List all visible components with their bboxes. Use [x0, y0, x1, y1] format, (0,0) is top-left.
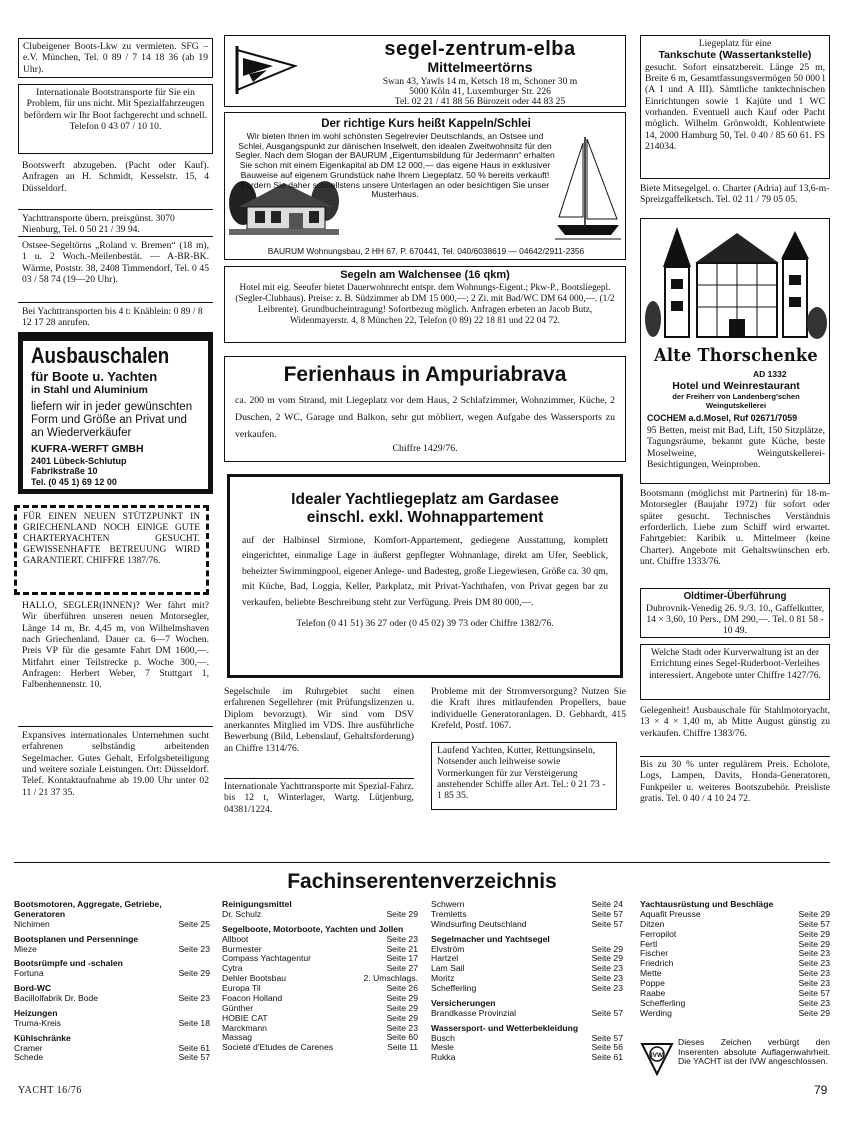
sze-sub: Mittelmeertörns: [427, 59, 533, 75]
advertiser-name: Poppe: [640, 978, 665, 988]
classified-knaeblein: Bei Yachttransporten bis 4 t: Knäblein: 0 89 / 8 12 17 28 anrufen.: [22, 306, 203, 329]
classified-bis-30: Bis zu 30 % unter regulärem Preis. Echolote, Logs, Lampen, Davits, Honda-Generatoren, Funkpeiler u. weiteres Bootszubehör. Preisliste gratis. Tel. 0 40 / 4 10 24 72.: [640, 759, 830, 804]
advertiser-name: Societé d'Etudes de Carenes: [222, 1042, 334, 1053]
ferienhaus-ad: [224, 356, 626, 462]
alte-owner: der Freiherr von Landenberg'schen Weingutskellerei: [672, 392, 800, 410]
ferienhaus-body: ca. 200 m vom Strand, mit Liegeplatz vor dem Haus, 2 Schlafzimmer, Wohnzimmer, Küche, 2 Duschen, 2 WC, Garage und Balkon, sehr gut möbliert, wegen Aufgabe des Wassersports zu verkaufen.: [235, 394, 615, 441]
advertiser-name: Lam Sail: [431, 963, 465, 974]
directory-entry: [431, 920, 623, 930]
directory-group: [431, 1024, 623, 1064]
directory-group: [431, 935, 623, 994]
advertiser-name: Mieze: [14, 943, 37, 954]
directory-group: [14, 959, 210, 979]
page-reference: Seite 23: [591, 963, 623, 974]
page-reference: Seite 29: [798, 928, 830, 939]
divider: [224, 778, 414, 779]
advertiser-name: Dehler Bootsbau: [222, 973, 287, 984]
directory-category: Versicherungen: [431, 997, 496, 1008]
alte-body: 95 Betten, meist mit Bad, Lift, 150 Sitzplätze, Tagungsräume, bekannt gute Küche, beste Moselweine, Weingutskellerei-Besichtigungen, Weinproben.: [647, 425, 825, 470]
gardasee-body: auf der Halbinsel Sirmione, Komfort-Appartement, gediegene Ausstattung, komplett eingerichtet, einmalige Lage in äußerst gepflegter Wohnanlage, direkt am Ufer, Seeblick, beheizter Swimmingpool, eigener Anlege- und Badesteg, große Liegewiesen, Größe ca. 30 qm, mit Küche, Bad, Loggia, Keller, Parkplatz, mit Privat-Yachthafen, von Privat gegen bar zu verkaufen, beliebte Beschreibung steht zur Verfügung. Preis DM 80 000,—.: [242, 534, 608, 608]
directory-entry: [222, 910, 418, 920]
directory-category: Bootsmotoren, Aggregate, Getriebe, Generatoren: [14, 899, 162, 919]
advertiser-name: Nichimen: [14, 918, 50, 929]
alte-ad-year: AD 1332: [753, 369, 787, 379]
page-reference: Seite 56: [591, 1042, 623, 1053]
page-reference: Seite 60: [386, 1032, 418, 1043]
kufra-sub1: für Boote u. Yachten: [31, 369, 158, 384]
page-reference: Seite 29: [798, 908, 830, 919]
page-reference: Seite 26: [386, 983, 418, 993]
directory-category: Bord-WC: [14, 983, 52, 994]
kufra-ad: [18, 332, 213, 494]
ad-text: Clubeigener Boots-Lkw zu vermieten. SFG – e.V. München, Tel. 0 89 / 7 14 18 36 (ab 19 Uhr).: [23, 41, 208, 75]
advertiser-name: Burmester: [222, 943, 262, 954]
classified-ruderboot: Welche Stadt oder Kurverwaltung ist an der Errichtung eines Segel-Ruderboot-Verleihes interessiert. Angebote unter Chiffre 1427/76.: [640, 644, 830, 700]
kufra-title: Ausbauschalen: [31, 343, 170, 368]
alte-title: Alte Thorschenke: [653, 345, 819, 366]
gardasee-title-1: Idealer Yachtliegeplatz am Gardasee: [291, 491, 559, 508]
advertiser-name: Europa Til: [222, 983, 261, 993]
advertiser-name: Friedrich: [640, 958, 674, 969]
advertiser-name: Compass Yachtagentur: [222, 953, 312, 964]
alte-sub: Hotel und Weinrestaurant: [672, 380, 800, 392]
oldtimer-ad: [640, 588, 830, 638]
page-reference: Seite 61: [178, 1042, 210, 1053]
sze-line1: Swan 43, Yawls 14 m, Ketsch 18 m, Schoner 30 m: [382, 76, 578, 87]
directory-group: [431, 999, 623, 1019]
advertiser-name: Ditzen: [640, 918, 665, 929]
ivw-logo-icon: [640, 1038, 674, 1076]
page-reference: Seite 23: [798, 968, 830, 979]
classified-segelmacher: Expansives internationales Unternehmen sucht erfahrenen selbständig arbeitenden Segelmacher. Gutes Gehalt, Erfolgsbeteiligung und weitere soziale Leistungen. Ort: Düsseldorf. Telef. Kontaktaufnahme ab 19.00 Uhr unter 02 11 / 21 37 35.: [22, 730, 209, 798]
divider: [18, 302, 213, 303]
advertiser-name: Mesle: [431, 1042, 454, 1053]
advertiser-name: Moritz: [431, 973, 455, 984]
directory-category: Reinigungsmittel: [222, 899, 292, 909]
classified-ostsee-segeltoerns: Ostsee-Segeltörns „Roland v. Bremen“ (18 m), 1 u. 2 Woch.-Meilenbestät. — A-BR-BK. Wärme, Poststr. 38, 2408 Timmendorf, Tel. 0 45 03 / 58 74 (19—20 Uhr).: [22, 240, 209, 285]
directory-category: Bootsrümpfe und -schalen: [14, 958, 123, 969]
building-illustration-icon: [645, 223, 827, 341]
kufra-addr2: Fabrikstraße 10: [31, 466, 98, 477]
advertiser-name: Fortuna: [14, 968, 44, 979]
ad-text: Internationale Bootstransporte für Sie ein Problem, für uns nicht. Mit Spezialfahrzeugen befördern wir Ihr Boot fachgerecht und schnell. Telefon 0 43 07 / 10 10.: [23, 87, 207, 132]
advertiser-name: Fertl: [640, 938, 658, 949]
directory-group: [14, 984, 210, 1004]
page-reference: Seite 23: [798, 997, 830, 1008]
page-reference: Seite 23: [386, 933, 418, 944]
advertiser-name: Schede: [14, 1052, 44, 1063]
page-reference: Seite 57: [591, 1032, 623, 1043]
directory-col-1: [14, 900, 210, 1068]
page-reference: Seite 57: [798, 987, 830, 998]
page-reference: Seite 29: [386, 1002, 418, 1013]
advertiser-name: Aquafit Preusse: [640, 908, 701, 919]
advertiser-name: Brandkasse Provinzial: [431, 1007, 517, 1018]
page-reference: Seite 57: [591, 1007, 623, 1018]
page-reference: Seite 27: [386, 963, 418, 974]
advertiser-name: Hartzel: [431, 953, 459, 964]
page-number: 79: [814, 1083, 828, 1097]
baurum-footer: BAURUM Wohnungsbau, 2 HH 67, P. 670441, Tel. 040/6038619 — 04642/2911-2356: [267, 246, 585, 256]
page-reference: Seite 29: [798, 938, 830, 949]
walchensee-body: Hotel mit eig. Seeufer bietet Dauerwohnrecht entspr. dem Wohnungs-Eigent.; Pkw-P., Bootsliegepl. (Segler-Clubhaus). Preise: z. B. Südzimmer ab DM 15 000,—; 2 Zi. mit Bad/WC DM 64 000,—. (1/2 Leibrente). Grundbucheintragung! Sofortbezug möglich. Anfragen erbeten an Jacob Butz, Widenmayerstr. 4, 8 München 22, Telefon (0 89) 22 18 81 und 22 04 72.: [235, 282, 615, 326]
tank-body: gesucht. Sofort einsatzbereit. Länge 25 m, Breite 6 m, Gesamtfassungsvermögen 50 000 l (A I und A III). Sämtliche tanktechnischen Einrichtungen sowie 1 Kajüte und 1 WC vorhanden. Eventuell auch Kauf oder Pacht möglich. Wilhelm Grönwoldt, Kohlentwiete 14, 2000 Hamburg 50, Tel. 0 40 / 85 60 61. FS 214034.: [645, 61, 825, 152]
advertiser-name: Elvström: [431, 943, 465, 954]
classified-intl-yachttransporte: Internationale Yachttransporte mit Spezial-Fahrz. bis 12 t, Winterlager, Wartg. Lütjenburg, 04381/1224.: [224, 781, 414, 815]
kufra-addr1: 2401 Lübeck-Schlutup: [31, 455, 127, 466]
directory-col-4: [640, 900, 830, 1024]
walchensee-ad: [224, 266, 626, 343]
gardasee-tel: Telefon (0 41 51) 36 27 oder (0 45 02) 39 73 oder Chiffre 1382/76.: [296, 618, 554, 630]
page-reference: Seite 23: [798, 948, 830, 959]
page-reference: Seite 57: [178, 1052, 210, 1063]
advertiser-name: Windsurfing Deutschland: [431, 918, 527, 929]
gardasee-ad: [227, 474, 623, 678]
sailboat-illustration-icon: [555, 133, 621, 243]
page-reference: Seite 29: [178, 968, 210, 979]
directory-category: Yachtausrüstung und Beschläge: [640, 899, 774, 909]
classified-stromversorgung: Probleme mit der Stromversorgung? Nutzen Sie die Kraft ihres mitlaufenden Propellers, baue individuelle Generatoranlagen. D. Gebhardt, 415 Krefeld, Postf. 1067.: [431, 686, 626, 731]
page-reference: Seite 29: [591, 953, 623, 964]
advertiser-name: Ferropilot: [640, 928, 677, 939]
directory-group: [14, 935, 210, 955]
classified-boots-lkw: [18, 38, 213, 78]
advertiser-name: Raabe: [640, 987, 666, 998]
directory-entry: [14, 994, 210, 1004]
classified-adria: Biete Mitsegelgel. o. Charter (Adria) auf 13,6-m-Spreizgaffelketsch. Tel. 02 11 / 79 05 05.: [640, 183, 830, 206]
directory-category: Bootsplanen und Persenninge: [14, 933, 139, 944]
directory-group: [14, 1034, 210, 1064]
advertiser-name: Truma-Kreis: [14, 1017, 61, 1028]
directory-entry: [14, 920, 210, 930]
page-reference: Seite 29: [386, 908, 418, 919]
advertiser-name: HOBIE CAT: [222, 1012, 268, 1023]
alte-thorschenke-ad: [640, 218, 830, 484]
advertiser-name: Massag: [222, 1032, 253, 1043]
advertiser-name: Foacon Holland: [222, 992, 283, 1003]
page-reference: Seite 23: [798, 958, 830, 969]
directory-entry: [640, 1009, 830, 1019]
kufra-sub2: in Stahl und Aluminium: [31, 384, 148, 397]
classified-bootstransporte: [18, 84, 213, 154]
page-reference: Seite 23: [386, 1022, 418, 1033]
directory-title: Fachinserentenverzeichnis: [287, 870, 557, 893]
page-reference: Seite 21: [386, 943, 418, 954]
classified-bootsmann: Bootsmann (möglichst mit Partnerin) für 18-m-Motorsegler (Baujahr 1972) für sofort oder später gesucht. Technisches Verständnis erforderlich. Liebe zum Schiff wird erwartet. Fahrtgebiet: Karibik u. Mittelmeer (keine Charter). Angebote mit Gehaltswünschen erb. unt. Chiffre 1333/76.: [640, 488, 830, 567]
page-reference: Seite 29: [798, 1007, 830, 1018]
page-reference: Seite 18: [178, 1017, 210, 1028]
directory-entry: [14, 1019, 210, 1029]
advertiser-name: Busch: [431, 1032, 455, 1043]
sze-line3: Tel. 02 21 / 41 88 56 Bürozeit oder 44 83 25: [394, 96, 566, 107]
directory-category: Segelmacher und Yachtsegel: [431, 933, 550, 944]
directory-category: Kühlschränke: [14, 1032, 71, 1043]
advertiser-name: Rukka: [431, 1052, 456, 1063]
classified-hallo-segler: HALLO, SEGLER(INNEN)? Wer fährt mit? Wir überführen unseren neuen Motorsegler, Länge 14 m, Br. 4,45 m, von Wilhelmshaven nach Griechenland. Dauer ca. 6—7 Wochen. Preis VP für die gesamte Fahrt DM 1600,—. Mitfahrt einer Teilstrecke p. Woche 300,—. Anfragen: Herbert Weber, 7 Stuttgart 1, Falbenhennenstr. 10.: [22, 600, 209, 691]
tank-intro: Liegeplatz für eine: [698, 38, 772, 49]
page-reference: Seite 57: [591, 908, 623, 919]
classified-gelegenheit: Gelegenheit! Ausbauschale für Stahlmotoryacht, 13 × 4 × 1,40 m, ab Mitte August günstig zu verkaufen. Chiffre 1383/76.: [640, 705, 830, 739]
directory-group: [14, 900, 210, 930]
page-reference: Seite 29: [386, 1012, 418, 1023]
page-reference: Seite 61: [591, 1052, 623, 1063]
walchensee-title: Segeln am Walchensee (16 qkm): [340, 269, 510, 281]
sze-title: segel-zentrum-elba: [384, 38, 576, 60]
classified-yachttransporte: Yachttransporte übern. preisgünst. 3070 Nienburg, Tel. 0 50 21 / 39 94.: [22, 213, 175, 236]
advertiser-name: Dr. Schulz: [222, 908, 262, 919]
advertiser-name: Fischer: [640, 948, 669, 959]
advertiser-name: Bacillolfabrik Dr. Bode: [14, 993, 99, 1003]
directory-group: [640, 900, 830, 1019]
directory-col-2: [222, 900, 418, 1058]
page-reference: Seite 23: [178, 993, 210, 1003]
advertiser-name: Günther: [222, 1002, 254, 1013]
footer-magazine: YACHT 16/76: [18, 1085, 82, 1096]
classified-bootswerft: Bootswerft abzugeben. (Pacht oder Kauf). Anfragen an H. Schmidt, Kesselstr. 15, 4 Düsseldorf.: [22, 160, 209, 194]
directory-entry: [431, 984, 623, 994]
ferienhaus-chiffre: Chiffre 1429/76.: [392, 443, 458, 455]
oldtimer-body: Dubrovnik-Venedig 26. 9./3. 10., Gaffelkutter, 14 × 3,60, 10 Pers., DM 290,—. Tel. 0 81 58 - 10 49.: [646, 602, 824, 637]
ferienhaus-title: Ferienhaus in Ampuriabrava: [283, 363, 567, 386]
directory-category: Wassersport- und Wetterbekleidung: [431, 1022, 579, 1033]
directory-group: [431, 900, 623, 930]
kufra-tel: Tel. (0 45 1) 69 12 00: [31, 476, 117, 487]
divider: [18, 236, 213, 237]
page-reference: 2. Umschlags.: [363, 973, 418, 984]
page-reference: Seite 23: [798, 978, 830, 988]
directory-entry: [14, 1053, 210, 1063]
page-reference: Seite 17: [386, 953, 418, 964]
page-reference: Seite 23: [178, 943, 210, 954]
advertiser-name: Allboot: [222, 933, 249, 944]
advertiser-name: Schefferling: [640, 997, 686, 1008]
directory-entry: [14, 969, 210, 979]
directory-entry: [431, 1009, 623, 1019]
page-reference: Seite 23: [591, 973, 623, 984]
page-reference: Seite 25: [178, 918, 210, 929]
segel-zentrum-elba-ad: [224, 35, 626, 107]
advertiser-name: Mette: [640, 968, 662, 979]
directory-col-3: [431, 900, 623, 1068]
baurum-title: Der richtige Kurs heißt Kappeln/Schlei: [321, 118, 531, 130]
advertiser-name: Cytra: [222, 963, 243, 974]
sze-line2: 5000 Köln 41, Luxemburger Str. 226: [409, 86, 551, 97]
pennant-logo-icon: [233, 44, 299, 96]
page-reference: Seite 29: [591, 943, 623, 954]
directory-rule-top: [14, 862, 830, 863]
ivw-notice: [640, 1038, 830, 1078]
directory-category: Heizungen: [14, 1007, 58, 1018]
classified-griechenland: FÜR EINEN NEUEN STÜTZPUNKT IN GRIECHENLAND NOCH EINIGE GUTE CHARTERYACHTEN GESUCHT. GEWISSENHAFTE BETREUUNG WIRD GARANTIERT. CHIFFRE 1387/76.: [14, 505, 209, 595]
oldtimer-title: Oldtimer-Überführung: [683, 591, 787, 602]
tankschute-ad: [640, 35, 830, 179]
directory-group: [222, 925, 418, 1053]
advertiser-name: Werding: [640, 1007, 672, 1018]
directory-entry: [431, 1053, 623, 1063]
directory-group: [14, 1009, 210, 1029]
page-reference: Seite 57: [591, 918, 623, 929]
advertiser-name: Schefferling: [431, 983, 477, 993]
directory-group: [222, 900, 418, 920]
divider: [18, 209, 213, 210]
advertiser-name: Marckmann: [222, 1022, 267, 1033]
advertiser-name: Schwern: [431, 899, 465, 909]
ivw-text: Dieses Zeichen verbürgt den Inserenten absolute Auflagenwahrheit. Die YACHT ist der IVW angeschlossen.: [678, 1037, 830, 1067]
divider: [640, 756, 830, 757]
divider: [18, 726, 213, 727]
kufra-company: KUFRA-WERFT GMBH: [31, 443, 144, 456]
ivw-logo-text: IVW: [650, 1052, 664, 1059]
alte-addr: COCHEM a.d.Mosel, Ruf 02671/7059: [647, 413, 798, 423]
tank-title: Tankschute (Wassertankstelle): [658, 49, 812, 62]
directory-category: Segelboote, Motorboote, Yachten und Jollen: [222, 923, 404, 934]
kufra-body: liefern wir in jeder gewünschten Form und Größe an Privat und an Wiederverkäufer: [31, 400, 193, 440]
advertiser-name: Tremletts: [431, 908, 467, 919]
classified-laufend-yachten: Laufend Yachten, Kutter, Rettungsinseln, Notsender auch leihweise sowie Vormerkungen für zur Versteigerung anstehender Schiffe aller Art. Tel.: 0 21 73 - 1 85 35.: [431, 742, 617, 810]
baurum-ad: [224, 112, 626, 260]
directory-entry: [222, 1043, 418, 1053]
advertiser-name: Cramer: [14, 1042, 43, 1053]
page-reference: Seite 57: [798, 918, 830, 929]
page-reference: Seite 11: [387, 1042, 418, 1053]
page-reference: Seite 24: [591, 899, 623, 909]
directory-entry: [14, 945, 210, 955]
page-reference: Seite 23: [591, 983, 623, 993]
baurum-body: Wir bieten Ihnen im wohl schönsten Segelrevier Deutschlands, an Ostsee und Schlei, Ausgangspunkt zur dänischen Inselwelt, den idealen Zweitwohnsitz für den Segler. Nach dem Slogan der BAURUM „Eigentumsbildung für Jedermann“ erhalten Sie schon mit einem Eigenkapital ab DM 12 000,— das eigene Haus in exklusiver Bauweise auf eigenem Grundstück nahe Ihrem Liegeplatz. 50 % bereits verkauft! Fordern Sie daher schnellstens unsere Unterlagen an oder besichtigen Sie unser Musterhaus.: [235, 131, 555, 200]
classified-segelschule: Segelschule im Ruhrgebiet sucht einen erfahrenen Segellehrer (mit Prüfungslizenzen u. Diplom bevorzugt). Wir sind vom DSV anerkanntes Mitglied im VDS. Ihre ausführliche Bewerbung (Bild, Lebenslauf, Gehaltsforderung) an Chiffre 1314/76.: [224, 686, 414, 754]
page-reference: Seite 29: [386, 992, 418, 1003]
gardasee-title-2: einschl. exkl. Wohnappartement: [306, 509, 544, 527]
